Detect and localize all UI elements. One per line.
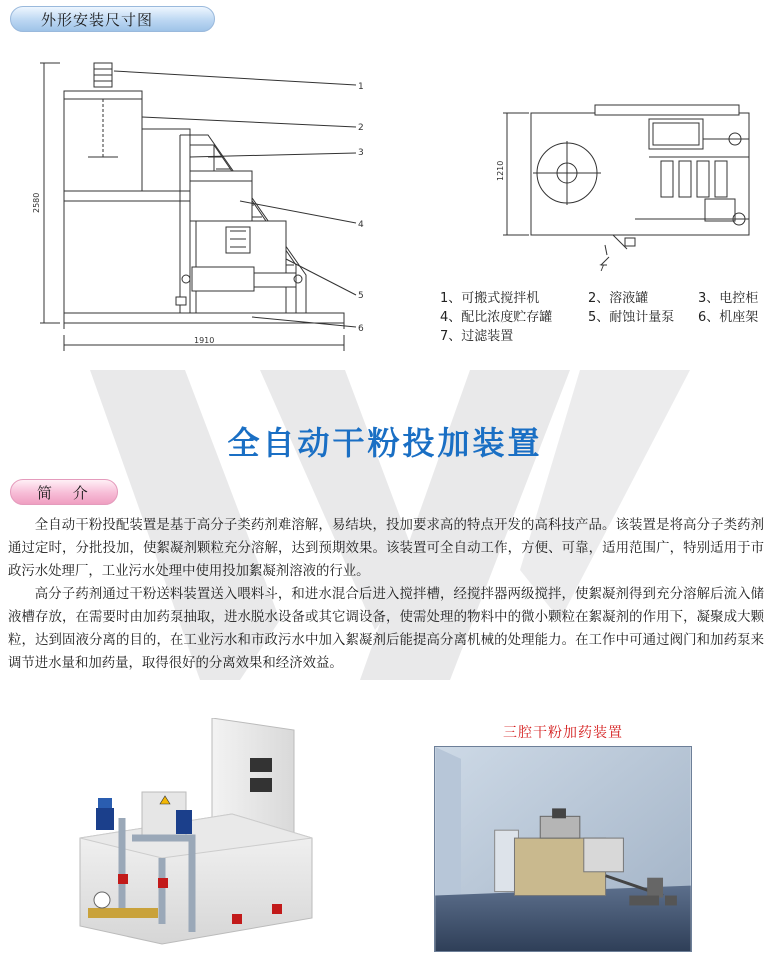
legend-row: [440, 289, 770, 308]
photo-caption: 三腔干粉加药装置: [503, 725, 623, 741]
callout-5: 5: [358, 291, 364, 301]
callout-3: 3: [358, 148, 364, 158]
top-view-height-dimension: 1210: [496, 160, 505, 181]
callout-7: 7: [599, 264, 605, 274]
height-dimension: 2580: [32, 192, 41, 213]
intro-paragraph-1: 全自动干粉投配装置是基于高分子类药剂难溶解，易结块，投加要求高的特点开发的高科技产品。该装置是将高分子类药剂通过定时，分批投加，使絮凝剂颗粒充分溶解，达到预期效果。该装置可全自动工作，方便、可靠，适用范围广，特别适用于市政污水处理厂，工业污水处理中使用投加絮凝剂溶液的行业。: [8, 518, 764, 579]
callout-1: 1: [358, 82, 364, 92]
intro-paragraph-2: 高分子药剂通过干粉送料装置送入喂料斗，和进水混合后进入搅拌槽，经搅拌器两级搅拌，使絮凝剂得到充分溶解后流入储液槽存放，在需要时由加药泵抽取，进水脱水设备或其它调设备，使需处理的物料中的微小颗粒在絮凝剂的作用下，凝聚成大颗粒，达到固液分离的目的，在工业污水和市政污水中加入絮凝剂后能提高分离机械的处理能力。在工作中可通过阀门和加药泵来调节进水量和加药量，取得很好的分离效果和经济效益。: [8, 587, 764, 671]
intro-text: [8, 514, 764, 675]
callout-4: 4: [358, 220, 364, 230]
legend-item: 4、配比浓度贮存罐: [440, 310, 553, 325]
legend-item: 1、可搬式搅拌机: [440, 291, 540, 306]
section-header-intro: [10, 479, 118, 505]
legend-item: 2、溶液罐: [588, 291, 649, 306]
section-header-dimensions: [10, 6, 215, 32]
section-header-dimensions-label: 外形安装尺寸图: [41, 10, 154, 29]
legend-row: [440, 327, 770, 346]
legend-item: 5、耐蚀计量泵: [588, 310, 675, 325]
page-title: 全自动干粉投加装置: [227, 424, 543, 462]
installation-drawing-top-view: [485, 95, 765, 275]
product-photo-dosing-unit: [62, 718, 324, 950]
callout-6: 6: [358, 324, 364, 334]
legend-item: 3、电控柜: [698, 291, 759, 306]
legend-item: 6、机座架: [698, 310, 759, 325]
section-header-intro-label: 简 介: [37, 483, 96, 502]
legend-item: 7、过滤装置: [440, 329, 514, 344]
width-dimension: 1910: [194, 336, 215, 345]
installation-drawing-side-view: [30, 45, 390, 365]
component-legend: [440, 289, 770, 346]
legend-row: [440, 308, 770, 327]
product-photo-three-chamber-unit: [434, 746, 692, 952]
callout-2: 2: [358, 123, 364, 133]
